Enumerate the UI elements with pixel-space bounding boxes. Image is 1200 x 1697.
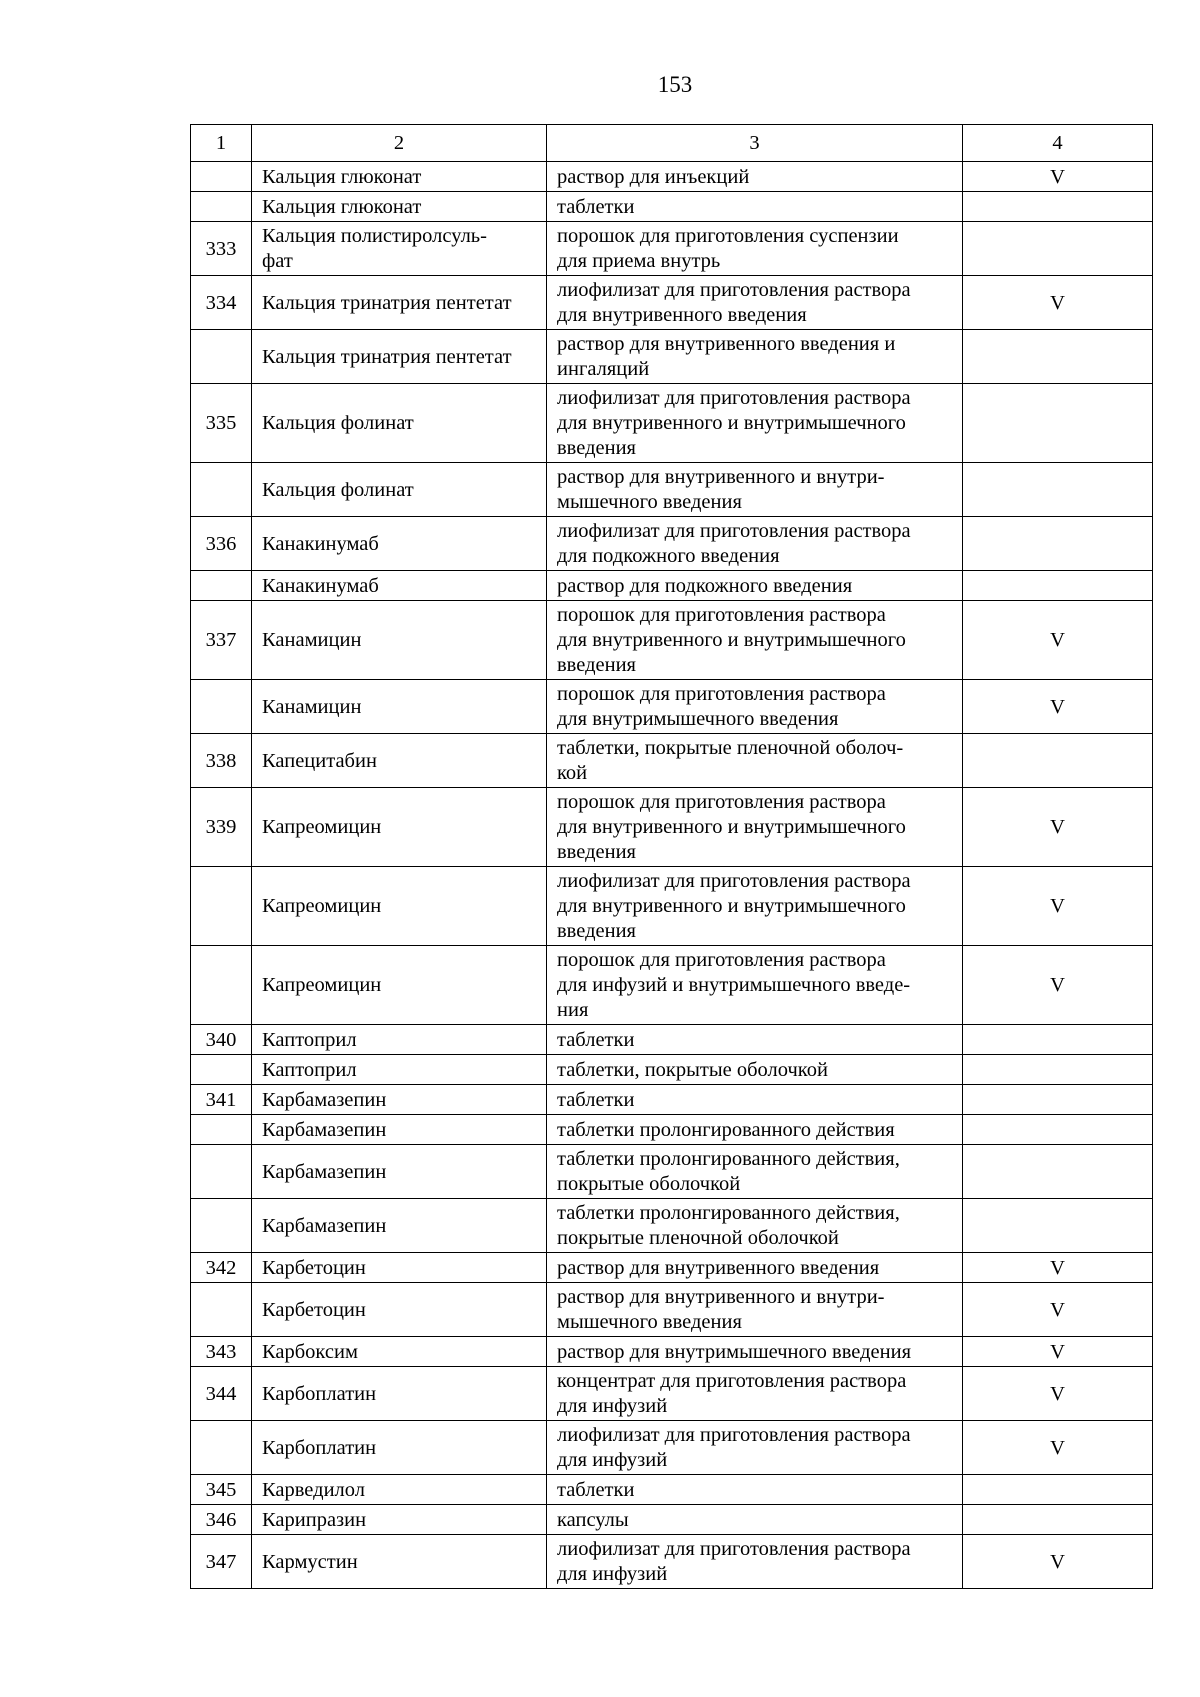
vital-mark-cell bbox=[963, 734, 1153, 788]
drug-name-cell: Каптоприл bbox=[252, 1055, 547, 1085]
row-number-cell: 343 bbox=[191, 1337, 252, 1367]
dosage-form-cell: таблетки bbox=[547, 192, 963, 222]
drug-name-cell: Кальция полистиролсуль- фат bbox=[252, 222, 547, 276]
vital-mark-cell bbox=[963, 463, 1153, 517]
table-row bbox=[191, 1337, 1153, 1367]
row-number-cell: 339 bbox=[191, 788, 252, 867]
row-number-cell bbox=[191, 680, 252, 734]
vital-mark-cell bbox=[963, 1115, 1153, 1145]
dosage-form-cell: таблетки bbox=[547, 1475, 963, 1505]
drug-name-cell: Карипразин bbox=[252, 1505, 547, 1535]
page-number: 153 bbox=[657, 72, 693, 97]
drug-name-cell: Карбоксим bbox=[252, 1337, 547, 1367]
row-number-cell bbox=[191, 1421, 252, 1475]
drug-name-cell: Карбетоцин bbox=[252, 1253, 547, 1283]
row-number-cell: 344 bbox=[191, 1367, 252, 1421]
row-number-cell bbox=[191, 1055, 252, 1085]
row-number-cell bbox=[191, 946, 252, 1025]
dosage-form-cell: лиофилизат для приготовления раствора для внутривенного введения bbox=[547, 276, 963, 330]
row-number-cell: 346 bbox=[191, 1505, 252, 1535]
vital-mark-cell bbox=[963, 1055, 1153, 1085]
row-number-cell bbox=[191, 463, 252, 517]
table-row bbox=[191, 1283, 1153, 1337]
dosage-form-cell: раствор для внутривенного введения bbox=[547, 1253, 963, 1283]
vital-mark-cell: V bbox=[963, 1535, 1153, 1589]
table-row bbox=[191, 734, 1153, 788]
dosage-form-cell: раствор для внутривенного и внутри- мышечного введения bbox=[547, 463, 963, 517]
table-row bbox=[191, 1253, 1153, 1283]
table-row bbox=[191, 276, 1153, 330]
row-number-cell: 342 bbox=[191, 1253, 252, 1283]
vital-mark-cell bbox=[963, 330, 1153, 384]
drug-name-cell: Кальция тринатрия пентетат bbox=[252, 276, 547, 330]
vital-mark-cell bbox=[963, 517, 1153, 571]
column-header: 4 bbox=[963, 125, 1153, 162]
column-header: 3 bbox=[547, 125, 963, 162]
dosage-form-cell: порошок для приготовления раствора для внутривенного и внутримышечного введения bbox=[547, 788, 963, 867]
vital-mark-cell bbox=[963, 1505, 1153, 1535]
table-row bbox=[191, 1085, 1153, 1115]
vital-mark-cell bbox=[963, 192, 1153, 222]
table-row bbox=[191, 162, 1153, 192]
drug-name-cell: Кальция фолинат bbox=[252, 384, 547, 463]
table-header-row bbox=[191, 125, 1153, 162]
dosage-form-cell: лиофилизат для приготовления раствора для подкожного введения bbox=[547, 517, 963, 571]
dosage-form-cell: таблетки bbox=[547, 1085, 963, 1115]
table-row bbox=[191, 1505, 1153, 1535]
vital-mark-cell: V bbox=[963, 1253, 1153, 1283]
table-row bbox=[191, 601, 1153, 680]
row-number-cell bbox=[191, 1145, 252, 1199]
drug-name-cell: Канамицин bbox=[252, 601, 547, 680]
drug-name-cell: Карбамазепин bbox=[252, 1145, 547, 1199]
vital-mark-cell: V bbox=[963, 1367, 1153, 1421]
dosage-form-cell: таблетки, покрытые пленочной оболоч- кой bbox=[547, 734, 963, 788]
table-row bbox=[191, 1421, 1153, 1475]
vital-mark-cell: V bbox=[963, 788, 1153, 867]
table-row bbox=[191, 1535, 1153, 1589]
dosage-form-cell: порошок для приготовления суспензии для приема внутрь bbox=[547, 222, 963, 276]
drug-name-cell: Каптоприл bbox=[252, 1025, 547, 1055]
drug-name-cell: Кармустин bbox=[252, 1535, 547, 1589]
vital-mark-cell: V bbox=[963, 1421, 1153, 1475]
table-row bbox=[191, 1475, 1153, 1505]
table-row bbox=[191, 384, 1153, 463]
row-number-cell: 345 bbox=[191, 1475, 252, 1505]
row-number-cell bbox=[191, 1283, 252, 1337]
dosage-form-cell: концентрат для приготовления раствора для инфузий bbox=[547, 1367, 963, 1421]
vital-mark-cell bbox=[963, 384, 1153, 463]
row-number-cell: 336 bbox=[191, 517, 252, 571]
dosage-form-cell: порошок для приготовления раствора для внутривенного и внутримышечного введения bbox=[547, 601, 963, 680]
table-row bbox=[191, 680, 1153, 734]
dosage-form-cell: лиофилизат для приготовления раствора для инфузий bbox=[547, 1421, 963, 1475]
drug-name-cell: Карбамазепин bbox=[252, 1115, 547, 1145]
dosage-form-cell: таблетки bbox=[547, 1025, 963, 1055]
dosage-form-cell: порошок для приготовления раствора для внутримышечного введения bbox=[547, 680, 963, 734]
vital-mark-cell: V bbox=[963, 276, 1153, 330]
dosage-form-cell: раствор для внутривенного и внутри- мышечного введения bbox=[547, 1283, 963, 1337]
dosage-form-cell: таблетки пролонгированного действия bbox=[547, 1115, 963, 1145]
dosage-form-cell: раствор для подкожного введения bbox=[547, 571, 963, 601]
drug-name-cell: Канамицин bbox=[252, 680, 547, 734]
row-number-cell: 338 bbox=[191, 734, 252, 788]
vital-mark-cell: V bbox=[963, 601, 1153, 680]
table-row bbox=[191, 1025, 1153, 1055]
drug-name-cell: Карбоплатин bbox=[252, 1367, 547, 1421]
dosage-form-cell: лиофилизат для приготовления раствора для инфузий bbox=[547, 1535, 963, 1589]
row-number-cell: 337 bbox=[191, 601, 252, 680]
table-row bbox=[191, 1367, 1153, 1421]
drug-name-cell: Кальция глюконат bbox=[252, 162, 547, 192]
column-header: 2 bbox=[252, 125, 547, 162]
dosage-form-cell: раствор для внутримышечного введения bbox=[547, 1337, 963, 1367]
drug-name-cell: Капецитабин bbox=[252, 734, 547, 788]
drug-name-cell: Карбетоцин bbox=[252, 1283, 547, 1337]
dosage-form-cell: таблетки пролонгированного действия, покрытые пленочной оболочкой bbox=[547, 1199, 963, 1253]
dosage-form-cell: лиофилизат для приготовления раствора для внутривенного и внутримышечного введения bbox=[547, 384, 963, 463]
drug-name-cell: Канакинумаб bbox=[252, 571, 547, 601]
row-number-cell bbox=[191, 192, 252, 222]
table-row bbox=[191, 330, 1153, 384]
drug-name-cell: Кальция глюконат bbox=[252, 192, 547, 222]
dosage-form-cell: капсулы bbox=[547, 1505, 963, 1535]
vital-mark-cell bbox=[963, 1475, 1153, 1505]
vital-mark-cell bbox=[963, 222, 1153, 276]
row-number-cell: 335 bbox=[191, 384, 252, 463]
row-number-cell bbox=[191, 571, 252, 601]
dosage-form-cell: раствор для инъекций bbox=[547, 162, 963, 192]
table-row bbox=[191, 517, 1153, 571]
drug-name-cell: Карбамазепин bbox=[252, 1199, 547, 1253]
vital-mark-cell bbox=[963, 571, 1153, 601]
row-number-cell: 340 bbox=[191, 1025, 252, 1055]
row-number-cell bbox=[191, 1115, 252, 1145]
table-row bbox=[191, 1115, 1153, 1145]
vital-mark-cell bbox=[963, 1025, 1153, 1055]
drug-name-cell: Карведилол bbox=[252, 1475, 547, 1505]
vital-mark-cell bbox=[963, 1145, 1153, 1199]
table-row bbox=[191, 946, 1153, 1025]
vital-mark-cell: V bbox=[963, 867, 1153, 946]
drug-name-cell: Капреомицин bbox=[252, 788, 547, 867]
drug-name-cell: Капреомицин bbox=[252, 867, 547, 946]
drug-name-cell: Карбамазепин bbox=[252, 1085, 547, 1115]
table-row bbox=[191, 192, 1153, 222]
vital-mark-cell: V bbox=[963, 162, 1153, 192]
table-row bbox=[191, 571, 1153, 601]
drug-name-cell: Капреомицин bbox=[252, 946, 547, 1025]
dosage-form-cell: лиофилизат для приготовления раствора для внутривенного и внутримышечного введения bbox=[547, 867, 963, 946]
table-row bbox=[191, 222, 1153, 276]
row-number-cell: 347 bbox=[191, 1535, 252, 1589]
drug-name-cell: Кальция фолинат bbox=[252, 463, 547, 517]
row-number-cell bbox=[191, 162, 252, 192]
drug-name-cell: Кальция тринатрия пентетат bbox=[252, 330, 547, 384]
vital-mark-cell: V bbox=[963, 680, 1153, 734]
dosage-form-cell: таблетки пролонгированного действия, покрытые оболочкой bbox=[547, 1145, 963, 1199]
row-number-cell: 333 bbox=[191, 222, 252, 276]
table-row bbox=[191, 1199, 1153, 1253]
row-number-cell: 341 bbox=[191, 1085, 252, 1115]
vital-mark-cell: V bbox=[963, 1337, 1153, 1367]
vital-mark-cell bbox=[963, 1199, 1153, 1253]
column-header: 1 bbox=[191, 125, 252, 162]
vital-mark-cell bbox=[963, 1085, 1153, 1115]
dosage-form-cell: порошок для приготовления раствора для инфузий и внутримышечного введе- ния bbox=[547, 946, 963, 1025]
table-row bbox=[191, 867, 1153, 946]
drug-name-cell: Канакинумаб bbox=[252, 517, 547, 571]
table-row bbox=[191, 1145, 1153, 1199]
vital-mark-cell: V bbox=[963, 946, 1153, 1025]
dosage-form-cell: раствор для внутривенного введения и ингаляций bbox=[547, 330, 963, 384]
row-number-cell: 334 bbox=[191, 276, 252, 330]
row-number-cell bbox=[191, 1199, 252, 1253]
drug-table bbox=[190, 124, 1153, 1589]
row-number-cell bbox=[191, 867, 252, 946]
table-row bbox=[191, 1055, 1153, 1085]
row-number-cell bbox=[191, 330, 252, 384]
table-row bbox=[191, 463, 1153, 517]
dosage-form-cell: таблетки, покрытые оболочкой bbox=[547, 1055, 963, 1085]
vital-mark-cell: V bbox=[963, 1283, 1153, 1337]
drug-name-cell: Карбоплатин bbox=[252, 1421, 547, 1475]
table-row bbox=[191, 788, 1153, 867]
